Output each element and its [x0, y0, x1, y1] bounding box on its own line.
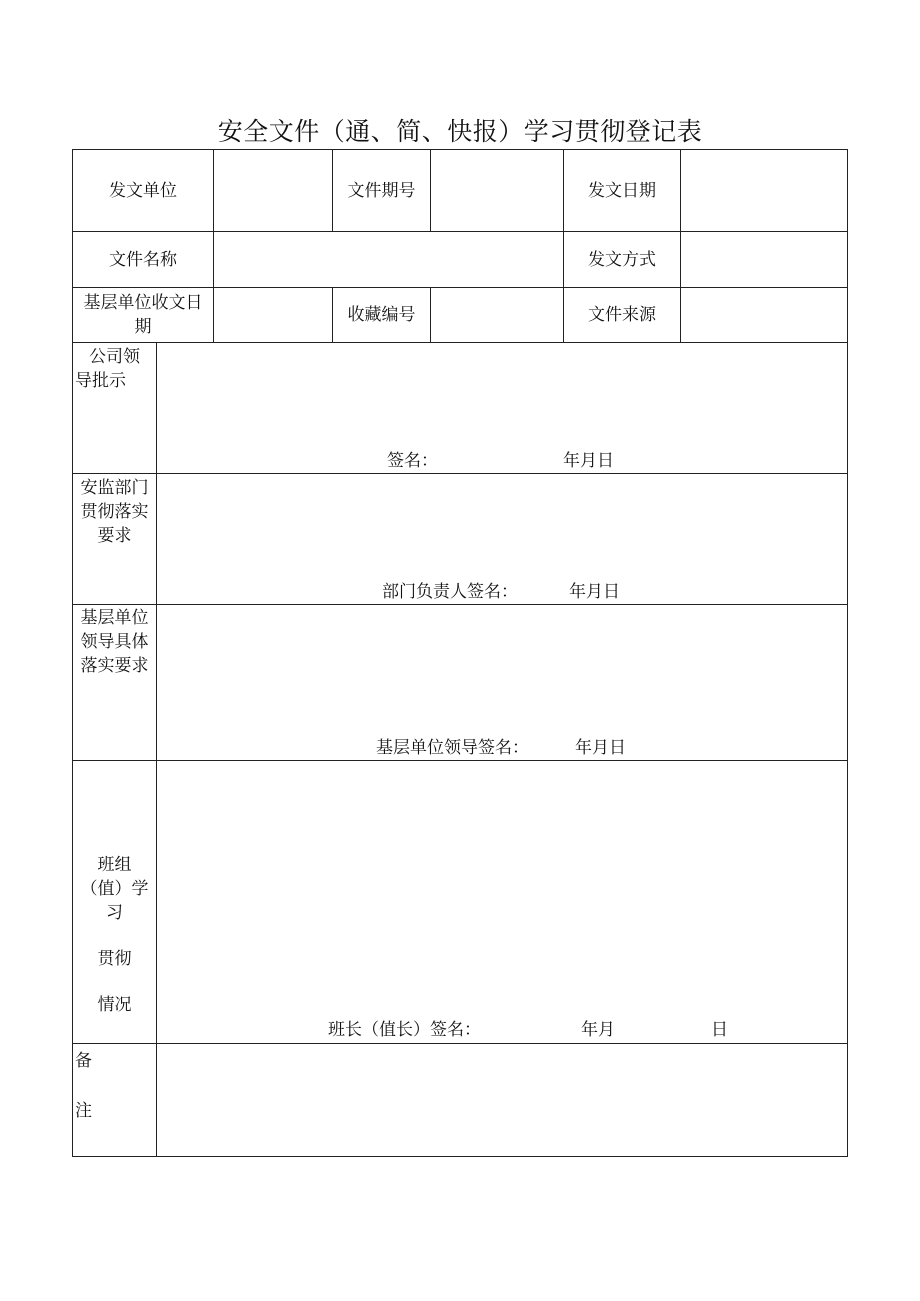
remarks-field[interactable]	[157, 1044, 847, 1156]
base-leader-sign-label: 基层单位领导签名：	[376, 738, 529, 758]
issue-method-label: 发文方式	[588, 249, 656, 270]
issue-method-field[interactable]	[681, 232, 847, 287]
receive-date-label-line2: 期	[134, 317, 152, 337]
company-leader-date-label: 年月日	[563, 451, 614, 471]
receive-date-label	[73, 288, 213, 342]
file-source-label: 文件来源	[588, 305, 656, 325]
form-title: 安全文件（通、简、快报）学习贯彻登记表	[217, 117, 703, 146]
issue-date-label: 发文日期	[588, 180, 656, 201]
team-study-label: 班组 （值）学 习 贯彻 情况	[80, 855, 149, 1015]
issue-date-field[interactable]	[681, 150, 847, 231]
receive-date-label-line1: 基层单位收文日	[83, 293, 203, 313]
safety-dept-requirement-field[interactable]	[157, 474, 847, 574]
team-study-situation-field[interactable]	[157, 761, 847, 1011]
file-source-field[interactable]	[681, 288, 847, 342]
issuing-unit-label: 发文单位	[109, 180, 177, 201]
team-study-sign-label: 班长（值长）签名：	[328, 1020, 481, 1040]
receive-date-field[interactable]	[214, 288, 332, 342]
team-study-date-ym-label: 年月	[581, 1020, 615, 1040]
issue-no-label: 文件期号	[347, 180, 416, 201]
base-leader-label: 基层单位 领导具体 落实要求	[80, 608, 149, 676]
file-name-label: 文件名称	[109, 249, 177, 270]
safety-dept-label: 安监部门 贯彻落实 要求	[80, 478, 149, 546]
safety-dept-date-label: 年月日	[569, 582, 620, 602]
issuing-unit-field[interactable]	[214, 150, 332, 231]
safety-dept-sign-label: 部门负责人签名：	[382, 582, 518, 602]
remarks-label-line2: 注	[75, 1101, 92, 1121]
archive-no-field[interactable]	[431, 288, 563, 342]
company-leader-sign-label: 签名：	[387, 451, 438, 471]
company-leader-label: 公司领 导批示	[75, 347, 140, 391]
registration-form	[72, 149, 848, 1157]
remarks-label-line1: 备	[75, 1051, 92, 1071]
issue-no-field[interactable]	[431, 150, 563, 231]
archive-no-label: 收藏编号	[347, 305, 416, 325]
base-leader-requirement-field[interactable]	[157, 605, 847, 730]
base-leader-date-label: 年月日	[575, 738, 626, 758]
col-divider	[156, 342, 157, 1157]
company-leader-instruction-field[interactable]	[157, 343, 847, 443]
team-study-date-d-label: 日	[711, 1020, 728, 1040]
file-name-field[interactable]	[214, 232, 563, 287]
